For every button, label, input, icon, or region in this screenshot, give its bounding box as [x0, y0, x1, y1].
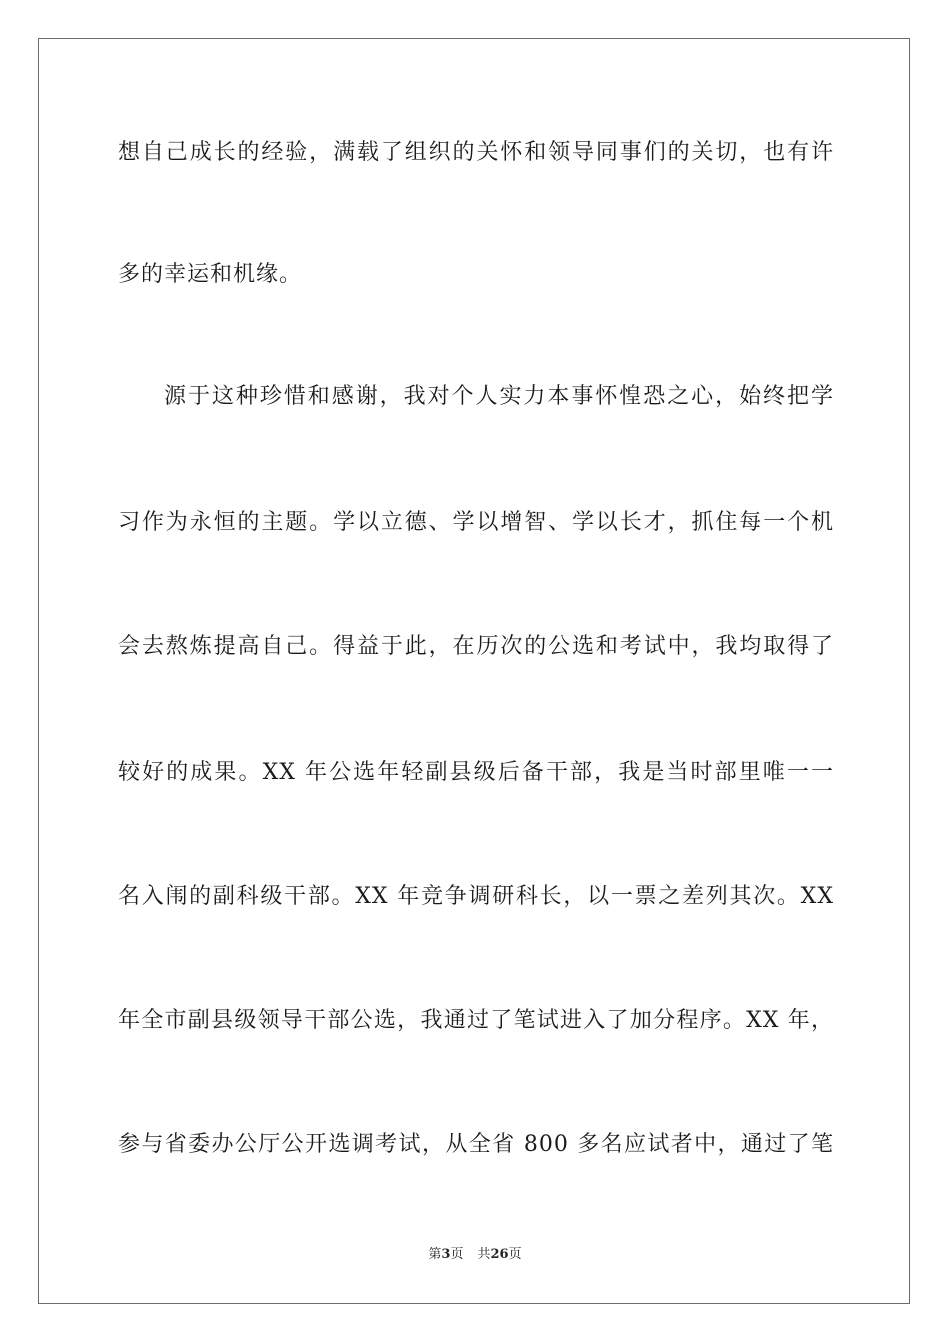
page-footer	[0, 1246, 950, 1264]
footer-page-prefix: 第	[428, 1247, 442, 1262]
body-line-1: 想自己成长的经验，满载了组织的关怀和领导同事们的关切，也有许	[118, 140, 834, 165]
footer-page-number: 3	[441, 1247, 451, 1262]
page-border	[38, 38, 910, 1304]
body-line-8: 年全市副县级领导干部公选，我通过了笔试进入了加分程序。XX 年，	[118, 1008, 834, 1033]
body-line-3: 源于这种珍惜和感谢，我对个人实力本事怀惶恐之心，始终把学	[164, 384, 834, 409]
footer-total-pages: 26	[490, 1247, 509, 1262]
body-line-5: 会去熬炼提高自己。得益于此，在历次的公选和考试中，我均取得了	[118, 634, 834, 659]
footer-page-suffix: 页	[450, 1247, 464, 1262]
body-line-4: 习作为永恒的主题。学以立德、学以增智、学以长才，抓住每一个机	[118, 510, 834, 535]
footer-total-prefix: 共	[477, 1247, 491, 1262]
body-line-7: 名入闱的副科级干部。XX 年竞争调研科长，以一票之差列其次。XX	[118, 884, 834, 909]
footer-total-suffix: 页	[508, 1247, 522, 1262]
body-line-2: 多的幸运和机缘。	[118, 262, 303, 287]
body-line-9: 参与省委办公厅公开选调考试，从全省 800 多名应试者中，通过了笔	[118, 1132, 834, 1157]
body-line-6: 较好的成果。XX 年公选年轻副县级后备干部，我是当时部里唯一一	[118, 760, 834, 785]
